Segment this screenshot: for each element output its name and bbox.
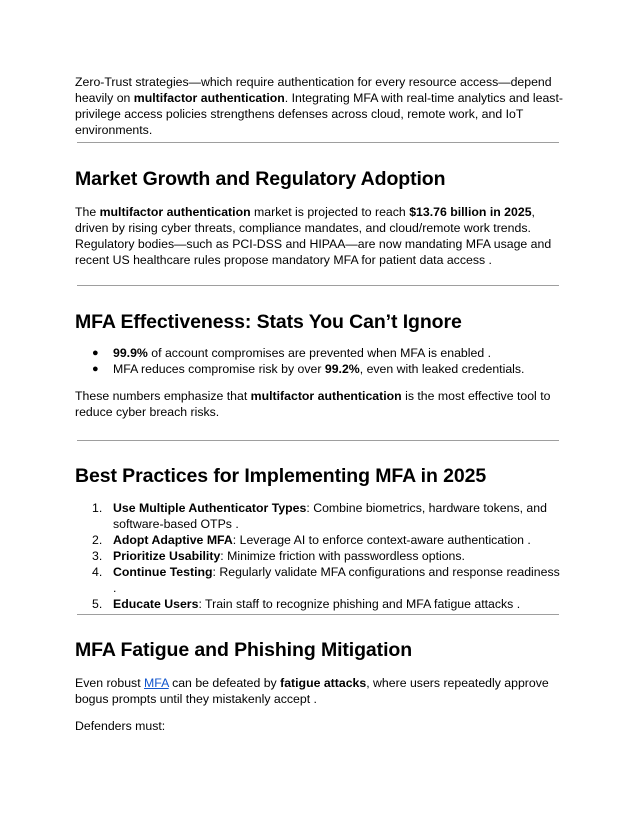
section-heading-fatigue: MFA Fatigue and Phishing Mitigation: [75, 639, 413, 661]
market-text: The: [75, 205, 100, 219]
section-divider: [77, 285, 559, 286]
list-number: 1.: [92, 501, 103, 515]
list-item-title: Prioritize Usability: [113, 549, 221, 563]
list-item-title: Use Multiple Authenticator Types: [113, 501, 307, 515]
fatigue-text: Even robust: [75, 676, 145, 690]
section-divider: [77, 614, 559, 615]
list-item-text: : Leverage AI to enforce context-aware authentication .: [232, 533, 531, 547]
fatigue-bold-term: fatigue attacks: [280, 676, 367, 690]
list-item: [75, 596, 565, 612]
list-item-title: Educate Users: [113, 597, 199, 611]
list-item-text: : Combine biometrics, hardware tokens, and software-based OTPs .: [113, 501, 547, 531]
intro-paragraph: [75, 74, 565, 138]
summary-bold-term: multifactor authentication: [250, 389, 402, 403]
bullet-text: , even with leaked credentials.: [359, 362, 525, 376]
section-divider: [77, 440, 559, 441]
summary-text: is the most effective tool to reduce cyber breach risks.: [75, 389, 551, 419]
list-item: [75, 500, 565, 532]
market-paragraph: [75, 204, 565, 268]
summary-text: These numbers emphasize that: [75, 389, 251, 403]
intro-text-end: . Integrating MFA with real-time analytics and least-privilege access policies strengthens defenses across cloud, remote work, and IoT environments.: [75, 91, 563, 137]
section-heading-market: Market Growth and Regulatory Adoption: [75, 168, 446, 190]
fatigue-paragraph: [75, 675, 565, 707]
list-item: [75, 564, 565, 596]
market-bold-value: $13.76 billion in 2025: [409, 205, 532, 219]
bullet-marker: ●: [92, 363, 99, 375]
market-text: market is projected to reach: [250, 205, 410, 219]
bullet-bold-stat: 99.2%: [324, 362, 360, 376]
section-heading-best-practices: Best Practices for Implementing MFA in 2025: [75, 465, 487, 487]
effectiveness-section: [75, 310, 565, 334]
effectiveness-bullets: [75, 345, 565, 377]
effectiveness-summary: [75, 388, 565, 420]
list-item-text: : Train staff to recognize phishing and MFA fatigue attacks .: [198, 597, 521, 611]
list-item: [75, 345, 565, 361]
list-number: 3.: [92, 549, 103, 563]
best-practices-section: [75, 464, 565, 488]
list-item-title: Continue Testing: [113, 565, 213, 579]
fatigue-section: [75, 638, 565, 662]
best-practices-list: [75, 500, 565, 612]
section-divider: [77, 142, 559, 143]
section-heading-effectiveness: MFA Effectiveness: Stats You Can’t Ignore: [75, 311, 462, 333]
defenders-text: Defenders must:: [75, 719, 166, 733]
bullet-bold-stat: 99.9%: [113, 346, 148, 360]
defenders-paragraph: [75, 718, 565, 734]
list-number: 4.: [92, 565, 103, 579]
bullet-text: of account compromises are prevented when MFA is enabled .: [147, 346, 492, 360]
intro-bold-term: multifactor authentication: [133, 91, 285, 105]
list-number: 5.: [92, 597, 103, 611]
market-text: , driven by rising cyber threats, compliance mandates, and cloud/remote work trends. Regulatory bodies—such as PCI-DSS and HIPAA—are now mandating MFA usage and recent US healthcare rules propose mandatory MFA for patient data access .: [75, 205, 552, 267]
market-section: [75, 167, 565, 191]
fatigue-text: can be defeated by: [168, 676, 281, 690]
mfa-link[interactable]: MFA: [144, 676, 169, 690]
bullet-text: MFA reduces compromise risk by over: [113, 362, 325, 376]
list-item: [75, 548, 565, 564]
list-item-text: : Regularly validate MFA configurations and response readiness .: [113, 565, 560, 595]
list-item-text: : Minimize friction with passwordless options.: [220, 549, 465, 563]
market-bold-term: multifactor authentication: [99, 205, 251, 219]
list-item: [75, 361, 565, 377]
list-item: [75, 532, 565, 548]
list-item-title: Adopt Adaptive MFA: [113, 533, 233, 547]
fatigue-text: , where users repeatedly approve bogus prompts until they mistakenly accept .: [75, 676, 549, 706]
bullet-marker: ●: [92, 347, 99, 359]
list-number: 2.: [92, 533, 103, 547]
intro-text: Zero-Trust strategies—which require authentication for every resource access—depend heavily on: [75, 75, 552, 105]
